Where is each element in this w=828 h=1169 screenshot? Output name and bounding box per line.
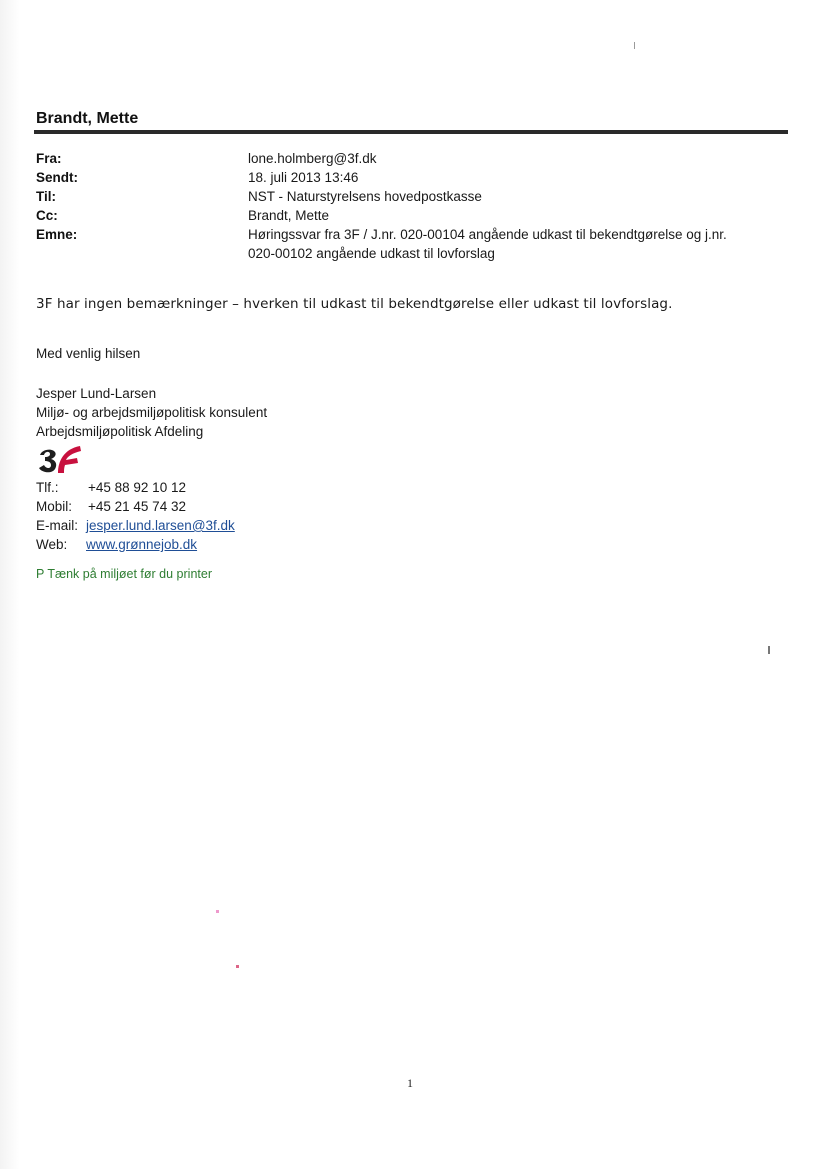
signature-block bbox=[36, 384, 267, 441]
email-header bbox=[36, 149, 766, 263]
scan-speck bbox=[634, 42, 635, 49]
scan-page-edge bbox=[0, 0, 20, 1169]
email-label: E-mail: bbox=[36, 518, 79, 533]
message-body: 3F har ingen bemærkninger – hverken til udkast til bekendtgørelse eller udkast til lovforslag. bbox=[36, 296, 673, 312]
web-label: Web: bbox=[36, 537, 68, 552]
header-row-subject bbox=[36, 225, 766, 263]
cc-value: Brandt, Mette bbox=[248, 208, 330, 223]
header-rule bbox=[34, 130, 788, 134]
logo-3-glyph bbox=[39, 450, 56, 473]
subject-line-2: 020-00102 angående udkast til lovforslag bbox=[248, 246, 495, 261]
to-label: Til: bbox=[36, 189, 56, 204]
environment-note: P Tænk på miljøet før du printer bbox=[36, 567, 212, 581]
subject-value bbox=[248, 225, 766, 263]
contact-email-row bbox=[36, 516, 235, 535]
email-link[interactable]: jesper.lund.larsen@3f.dk bbox=[86, 518, 235, 533]
cc-label: Cc: bbox=[36, 208, 58, 223]
from-value: lone.holmberg@3f.dk bbox=[248, 151, 377, 166]
header-row-cc bbox=[36, 206, 766, 225]
header-row-from bbox=[36, 149, 766, 168]
logo-f-glyph bbox=[58, 446, 81, 473]
sent-label: Sendt: bbox=[36, 170, 78, 185]
mobile-value: +45 21 45 74 32 bbox=[88, 499, 186, 514]
subject-label: Emne: bbox=[36, 227, 78, 242]
mobile-label: Mobil: bbox=[36, 499, 73, 514]
to-value: NST - Naturstyrelsens hovedpostkasse bbox=[248, 189, 482, 204]
contact-phone-row bbox=[36, 478, 235, 497]
sender-heading: Brandt, Mette bbox=[36, 110, 139, 127]
header-row-to bbox=[36, 187, 766, 206]
header-row-sent bbox=[36, 168, 766, 187]
contact-web-row bbox=[36, 535, 235, 554]
phone-label: Tlf.: bbox=[36, 480, 59, 495]
web-link[interactable]: www.grønnejob.dk bbox=[86, 537, 198, 552]
phone-value: +45 88 92 10 12 bbox=[88, 480, 186, 495]
contact-block bbox=[36, 478, 235, 554]
contact-mobile-row bbox=[36, 497, 235, 516]
closing-greeting: Med venlig hilsen bbox=[36, 346, 141, 361]
scan-speck bbox=[768, 646, 770, 654]
signature-name: Jesper Lund-Larsen bbox=[36, 386, 157, 401]
signature-department: Arbejdsmiljøpolitisk Afdeling bbox=[36, 424, 204, 439]
page-number: 1 bbox=[407, 1076, 413, 1090]
signature-title: Miljø- og arbejdsmiljøpolitisk konsulent bbox=[36, 405, 268, 420]
3f-logo-icon bbox=[36, 443, 84, 475]
sent-value: 18. juli 2013 13:46 bbox=[248, 170, 359, 185]
from-label: Fra: bbox=[36, 151, 62, 166]
scan-speck bbox=[216, 910, 219, 913]
subject-line-1: Høringssvar fra 3F / J.nr. 020-00104 angående udkast til bekendtgørelse og j.nr. bbox=[248, 227, 727, 242]
scan-speck bbox=[236, 965, 239, 968]
